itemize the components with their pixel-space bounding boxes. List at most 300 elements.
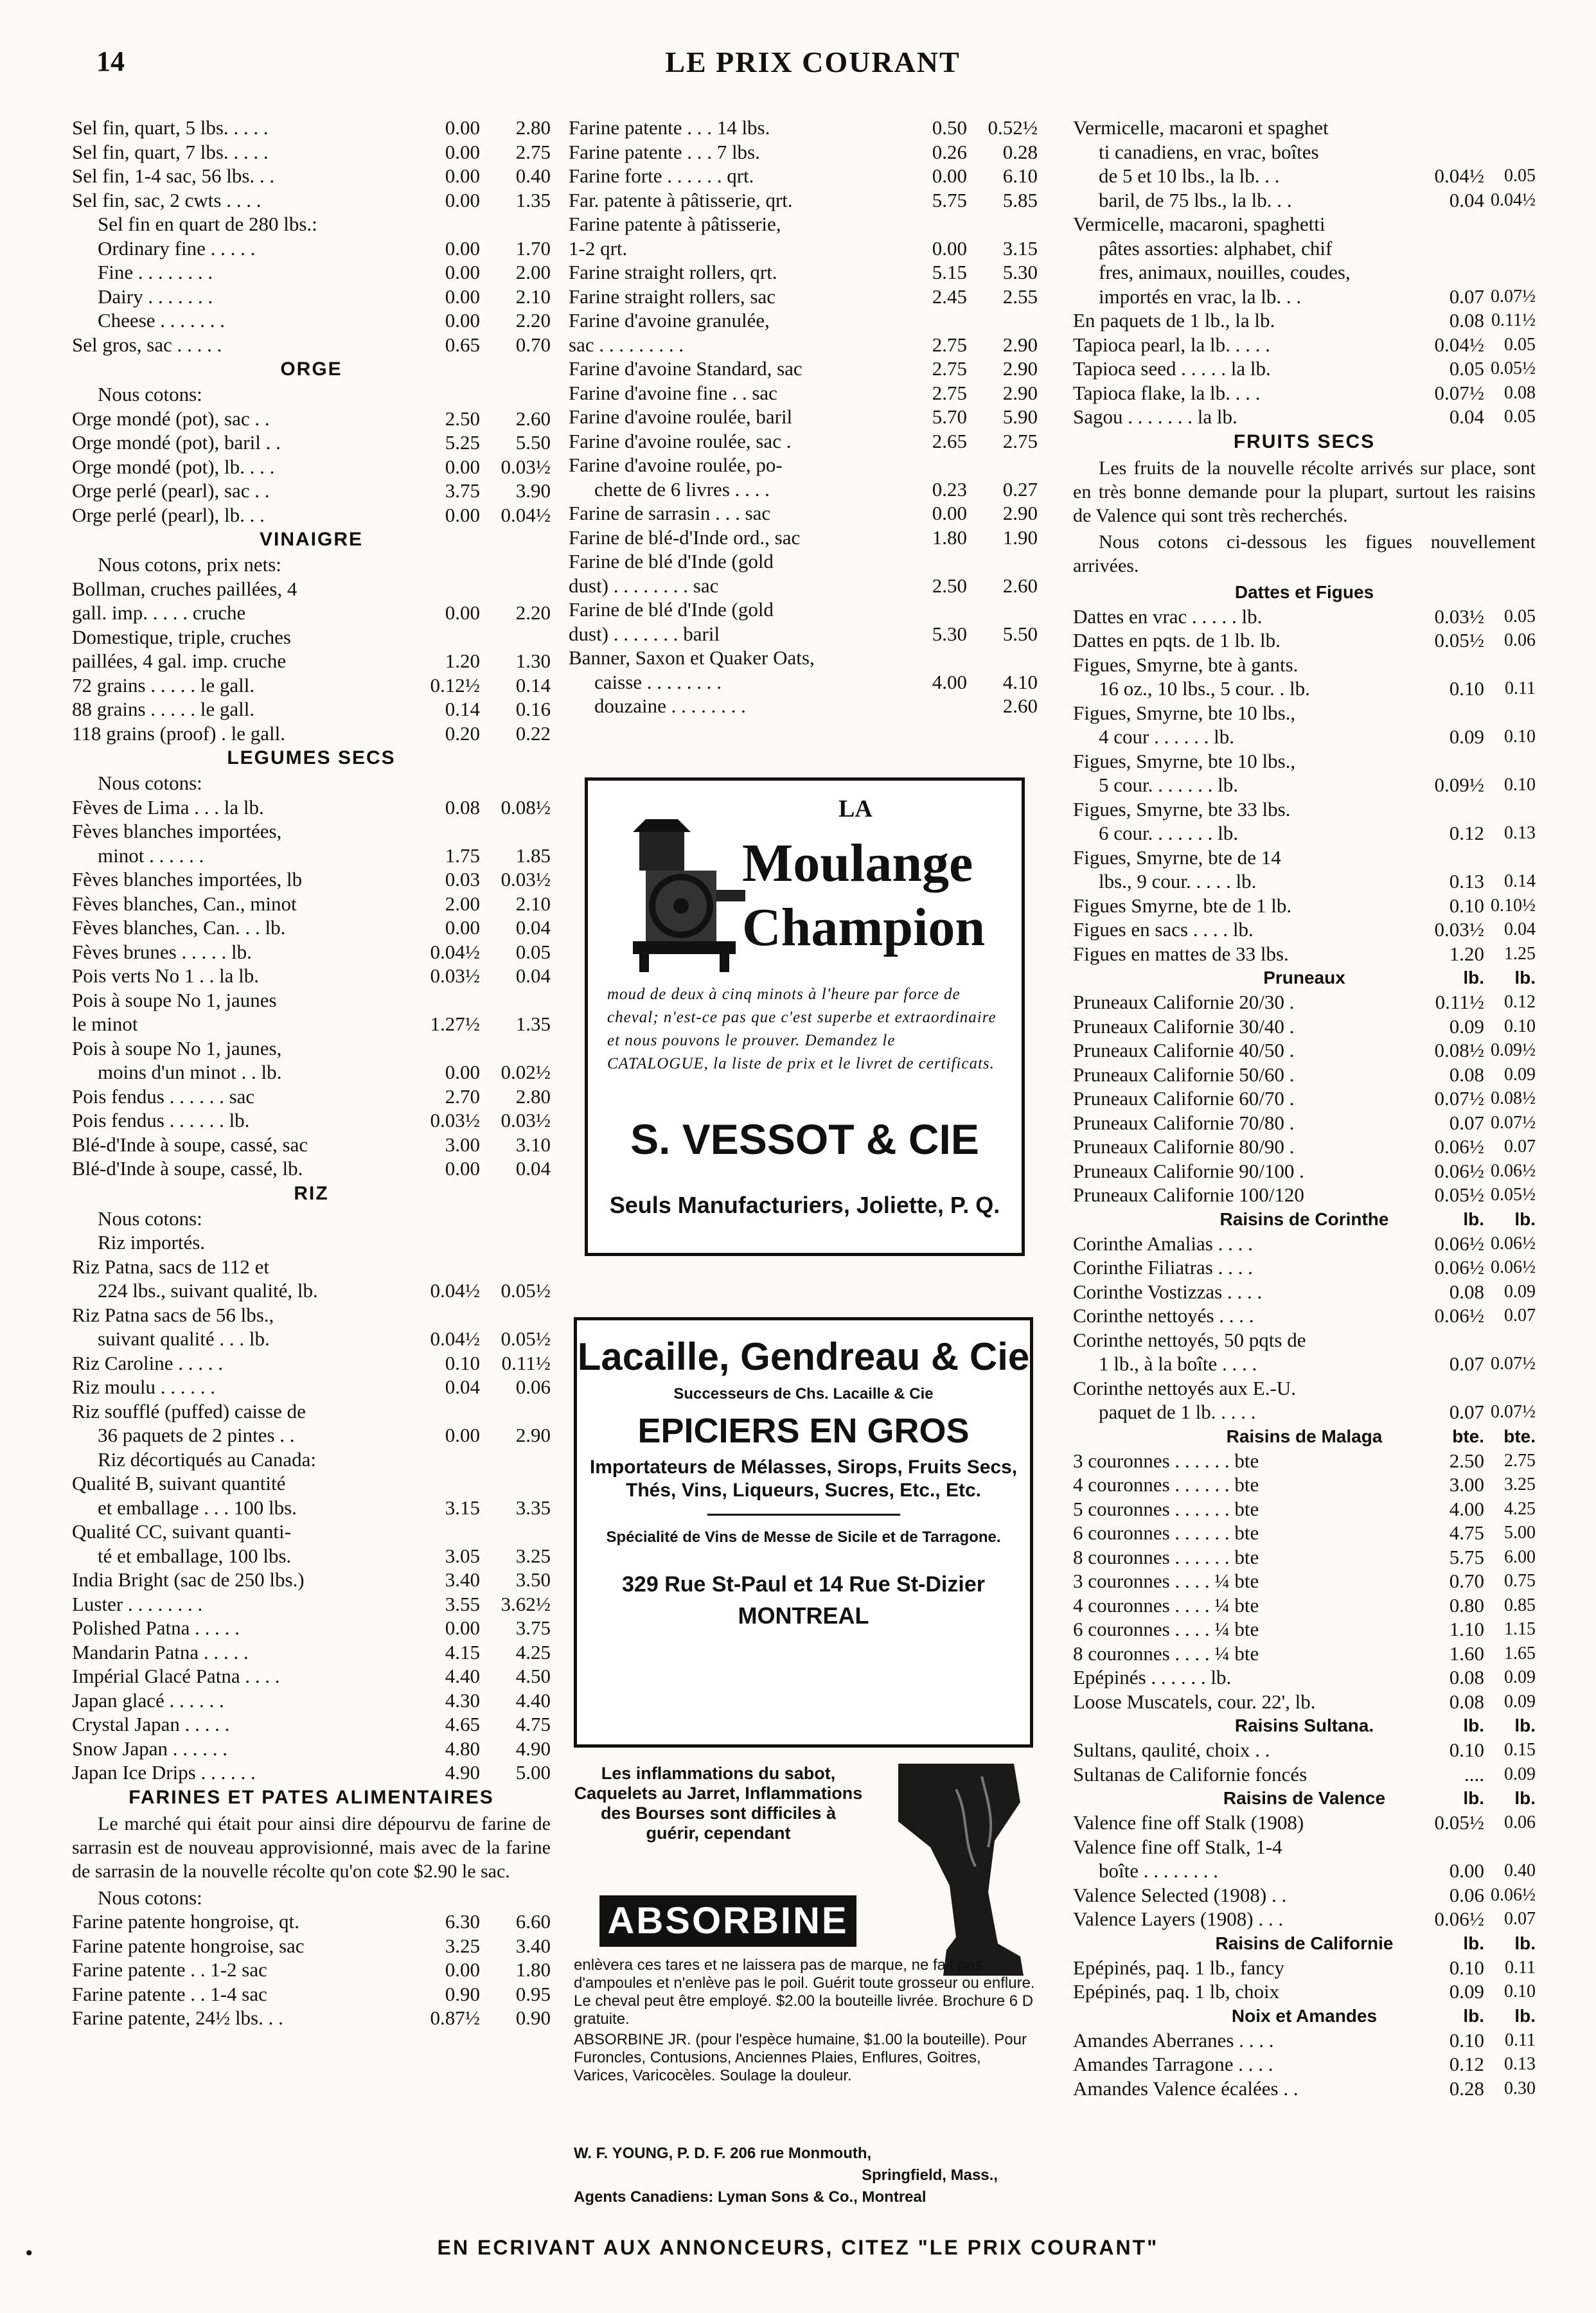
section-note: Riz décortiqués au Canada: [98,1448,317,1471]
price-low: 1.75 [445,844,480,867]
item-name: Qualité CC, suivant quanti- [72,1520,291,1543]
price-row [1073,1642,1536,1666]
price-row [72,1399,551,1424]
price-row [569,260,1038,285]
item-name: Valence fine off Stalk, 1-4 [1073,1835,1282,1858]
price-low: 2.75 [932,357,967,380]
price-high: 0.05½ [1491,359,1536,378]
item-name: Far. patente à pâtisserie, qrt. [569,188,793,211]
item-name: Riz Patna, sacs de 112 et [72,1255,270,1278]
item-name: boîte . . . . . . . . [1099,1859,1218,1882]
price-low: 0.10 [1449,2028,1484,2052]
price-high: 0.05½ [501,1279,551,1302]
item-name: Dattes en vrac . . . . . lb. [1073,605,1263,628]
price-row [569,453,1038,477]
price-low: 5.25 [445,431,480,454]
unit-low: bte. [1452,1426,1484,1446]
item-name: Corinthe Vostizzas . . . . [1073,1280,1263,1303]
price-row [72,1544,551,1568]
price-high: 0.04 [515,916,551,939]
item-name: India Bright (sac de 250 lbs.) [72,1568,305,1591]
price-high: 2.90 [515,1424,551,1446]
item-name: paquet de 1 lb. . . . . [1099,1401,1256,1423]
ad-absorbine-vendor-1: W. F. YOUNG, P. D. F. 206 rue Monmouth, [574,2145,872,2162]
horse-leg-illustration [860,1764,1036,1976]
price-high: 2.60 [1002,695,1038,717]
price-high: 5.30 [1002,261,1038,283]
price-row [72,1568,551,1592]
price-row [1073,285,1536,309]
item-name: sac . . . . . . . . . [569,333,684,356]
price-low: 0.12 [1449,822,1484,844]
price-low: 0.00 [445,601,480,624]
price-high: 5.85 [1002,188,1038,211]
price-low: 2.50 [1449,1449,1484,1472]
price-high: 1.35 [515,1013,551,1035]
grain-mill-illustration [620,819,749,973]
price-low: 0.08 [1449,309,1484,332]
price-high: 0.04 [1504,919,1536,939]
price-high: 0.09½ [1491,1040,1536,1060]
price-high: 0.06½ [1491,1233,1536,1254]
item-name: Farine patente . . . 14 lbs. [569,116,770,139]
item-name: de 5 et 10 lbs., la lb. . . [1099,164,1280,187]
section-heading: RIZ [294,1182,329,1204]
price-row [72,479,551,503]
price-low: 1.80 [932,526,967,549]
price-row [1073,1232,1536,1256]
price-row [569,381,1038,405]
item-name: Farine straight rollers, sac [569,285,776,308]
item-name: Epépinés . . . . . . lb. [1073,1666,1232,1688]
price-low: 0.00 [932,236,967,260]
price-row [72,1640,551,1665]
price-high: 0.11½ [501,1351,551,1374]
price-low: 0.00 [932,502,967,524]
item-name: Vermicelle, macaroni, spaghetti [1073,213,1326,235]
price-row [72,1712,551,1737]
price-row [569,598,1038,622]
price-high: 3.35 [515,1496,551,1519]
price-low: 0.00 [445,164,480,187]
item-name: minot . . . . . . [98,844,204,867]
item-name: Farine d'avoine granulée, [569,309,770,332]
price-high: 2.90 [1002,357,1038,380]
price-row [72,1279,551,1303]
price-high: 3.25 [1504,1475,1536,1494]
item-name: Orge mondé (pot), lb. . . . [72,455,275,478]
item-name: chette de 6 livres . . . . [594,477,770,501]
ad-moulange-name-2: Champion [742,898,986,957]
section-heading: VINAIGRE [259,529,364,550]
price-row [72,697,551,722]
price-high: 0.14 [515,673,551,696]
subsection-title: Raisins de Californie [1215,1933,1394,1953]
item-name: Farine patente hongroise, qt. [72,1910,299,1933]
item-name: Farine patente . . 1-4 sac [72,1982,267,2005]
price-high: 4.75 [515,1713,551,1735]
price-row [72,1303,551,1327]
item-name: 5 cour. . . . . . . lb. [1099,774,1238,796]
item-name: Orge mondé (pot), sac . . [72,407,270,430]
price-high: 0.10½ [1491,895,1536,916]
price-row [72,601,551,625]
item-name: et emballage . . . 100 lbs. [98,1496,297,1519]
price-high: 0.06 [515,1376,551,1398]
price-row [1073,1183,1536,1207]
price-low: 4.65 [445,1713,480,1735]
item-name: paillées, 4 gal. imp. cruche [72,650,287,672]
ad-moulange-tagline: Seuls Manufacturiers, Joliette, P. Q. [609,1192,1000,1218]
price-low: 0.00 [445,1424,480,1446]
price-high: 2.90 [1002,502,1038,524]
price-row [569,164,1038,188]
price-high: 0.27 [1002,477,1038,501]
price-high: 2.75 [1002,429,1038,452]
price-row [1073,1569,1536,1593]
price-low: 0.00 [445,1157,480,1180]
price-low: 0.10 [1449,677,1484,700]
price-high: 1.85 [515,844,551,867]
price-low: 0.00 [445,1617,480,1639]
item-name: dust) . . . . . . . . sac [569,574,719,597]
ad-absorbine-vendor-2: Springfield, Mass., [861,2167,998,2184]
price-high: 2.55 [1002,285,1038,308]
price-high: 0.05 [515,940,551,963]
price-low: 0.04 [1449,188,1484,211]
price-low: 0.07½ [1434,381,1484,404]
price-low: 0.07 [1449,1352,1484,1375]
item-name: moins d'un minot . . lb. [98,1061,282,1083]
item-name: Sel gros, sac . . . . . [72,333,222,356]
ad-lacaille-successors: Successeurs de Chs. Lacaille & Cie [673,1385,934,1403]
price-row [569,405,1038,429]
item-name: Valence Selected (1908) . . [1073,1883,1287,1906]
section-note: Nous cotons: [98,383,202,405]
price-high: 3.50 [515,1568,551,1591]
price-row [72,1085,551,1109]
price-low: 0.05 [1449,357,1484,380]
price-low: 5.15 [932,261,967,283]
item-name: Crystal Japan . . . . . [72,1713,230,1735]
item-name: Farine patente hongroise, sac [72,1934,305,1957]
price-high: 0.13 [1504,823,1536,843]
item-name: Figues, Smyrne, bte de 14 [1073,846,1281,869]
page-header [96,45,1529,90]
price-low: 3.00 [1449,1473,1484,1496]
price-row [1073,605,1536,629]
price-low: 0.00 [445,503,480,526]
price-low: 0.09½ [1434,774,1484,796]
price-row [1073,1690,1536,1714]
price-low: 0.23 [932,477,967,501]
unit-low: lb. [1463,1788,1484,1808]
price-row [1073,1665,1536,1690]
price-low: 4.00 [1449,1497,1484,1520]
price-low: 0.06 [1449,1883,1484,1906]
price-high: 0.15 [1504,1740,1536,1760]
price-low: 0.03½ [430,964,480,987]
price-high: 0.70 [515,333,551,356]
price-row [569,526,1038,550]
unit-high: bte. [1503,1426,1536,1446]
section-note: Nous cotons: [98,772,202,794]
price-low: 4.15 [445,1640,480,1663]
price-row [1073,773,1536,797]
page-footer: EN ECRIVANT AUX ANNONCEURS, CITEZ "LE PRIX COURANT" [437,2236,1159,2259]
price-high: 4.25 [1504,1498,1536,1519]
price-low: 0.00 [445,261,480,283]
price-low: 0.80 [1449,1593,1484,1617]
price-low: 3.00 [445,1133,480,1156]
price-row [569,549,1038,574]
price-low: 5.75 [1449,1545,1484,1568]
unit-low: lb. [1463,2005,1484,2026]
price-row [72,164,551,188]
price-high: 0.08 [1504,382,1536,403]
item-name: Fèves brunes . . . . . lb. [72,940,252,963]
ad-absorbine-brand: ABSORBINE [599,1895,856,1947]
ad-lacaille-name: Lacaille, Gendreau & Cie [577,1335,1030,1378]
item-name: baril, de 75 lbs., la lb. . . [1099,188,1292,211]
item-name: 224 lbs., suivant qualité, lb. [98,1279,318,1302]
price-low: 1.20 [445,650,480,672]
price-low: 4.30 [445,1688,480,1712]
price-low: 0.10 [1449,894,1484,917]
price-row [72,625,551,650]
item-name: Figues, Smyrne, bte 33 lbs. [1073,797,1291,820]
item-name: Pois verts No 1 . . la lb. [72,964,260,987]
price-row [72,1327,551,1351]
price-row [72,1036,551,1061]
price-row [1073,1038,1536,1063]
item-name: Epépinés, paq. 1 lb., fancy [1073,1956,1284,1979]
item-name: Pruneaux Californie 80/90 . [1073,1135,1295,1158]
item-name: Farine de blé d'Inde (gold [569,550,774,572]
price-low: 0.11½ [1435,991,1484,1013]
price-high: 0.10 [1504,1016,1536,1036]
item-name: Pruneaux Californie 60/70 . [1073,1087,1295,1110]
price-low: 5.30 [932,622,967,645]
price-high: 0.28 [1002,140,1038,163]
price-low: 2.75 [932,333,967,356]
ad-lacaille-products: Importateurs de Mélasses, Sirops, Fruits Secs, Thés, Vins, Liqueurs, Sucres, Etc., Etc. [589,1457,1018,1501]
price-high: 0.12 [1504,992,1536,1012]
price-low: 3.15 [445,1496,480,1519]
unit-low: lb. [1463,1715,1484,1735]
price-low: 4.75 [1449,1521,1484,1544]
price-row [569,308,1038,333]
price-high: 2.75 [515,140,551,163]
section-heading: ORGE [280,359,342,380]
price-high: 0.40 [515,164,551,187]
market-commentary: Nous cotons ci-dessous les figues nouvellement arrivées. [1073,531,1536,576]
price-row [569,285,1038,309]
item-name: 1 lb., à la boîte . . . . [1099,1352,1257,1375]
price-row [1073,701,1536,725]
price-low: 0.05½ [1434,1811,1484,1834]
price-low: 2.50 [932,574,967,597]
price-low: 2.45 [932,285,967,308]
item-name: Farine forte . . . . . . qrt. [569,164,754,187]
price-high: 1.70 [515,236,551,260]
price-high: 1.30 [515,650,551,672]
price-high: 4.50 [515,1665,551,1687]
subsection-title: Raisins de Valence [1223,1788,1386,1808]
price-row [1073,1835,1536,1859]
price-row [1073,212,1536,236]
price-row [72,116,551,140]
price-high: 3.25 [515,1544,551,1567]
price-column-left [72,116,551,2030]
price-row [1073,990,1536,1015]
price-row [72,722,551,746]
ad-absorbine-text-1: enlèvera ces tares et ne laissera pas de marque, ne fait pas d'ampoules et n'enlève pas le poil. Guérit toute grosseur ou enflure. Le cheval peut être employé. $2.00 la bouteille livrée. Brochure 6 D gratuite. [574,1956,1035,2028]
price-row [1073,1811,1536,1835]
price-row [569,140,1038,164]
price-high: 1.25 [1504,943,1536,964]
price-row [569,236,1038,261]
price-high: 3.10 [515,1133,551,1156]
price-high: 2.90 [1002,381,1038,404]
price-row [1073,1352,1536,1376]
price-high: 0.09 [1504,1281,1536,1302]
price-high: 3.90 [515,479,551,502]
price-low: 0.20 [445,722,480,745]
price-high: 0.08½ [1491,1088,1536,1108]
item-name: Pruneaux Californie 50/60 . [1073,1063,1295,1086]
price-row [1073,333,1536,357]
price-low: .... [1464,1762,1484,1786]
price-high: 0.09 [1504,1064,1536,1085]
price-row [72,795,551,820]
price-row [1073,381,1536,405]
price-high: 0.85 [1504,1595,1536,1615]
price-row [72,673,551,698]
price-low: 0.00 [1449,1859,1484,1882]
price-high: 3.62½ [501,1592,551,1615]
item-name: douzaine . . . . . . . . [594,695,746,717]
ad-lacaille-city: MONTREAL [738,1602,869,1629]
unit-high: lb. [1514,1933,1536,1953]
price-column-right [1073,116,1536,2100]
price-low: 0.07 [1449,285,1484,308]
price-low: 0.04½ [430,940,480,963]
subsection-heading [1073,1424,1536,1449]
price-high: 1.65 [1504,1643,1536,1663]
ad-absorbine-vendor [574,2143,1036,2208]
price-low: 0.06½ [1434,1135,1484,1158]
price-high: 0.30 [1504,2078,1536,2098]
item-name: Amandes Aberranes . . . . [1073,2028,1274,2052]
price-high: 5.90 [1002,405,1038,428]
price-row [1073,1400,1536,1424]
price-high: 6.60 [515,1910,551,1933]
price-row [72,867,551,892]
ad-lacaille-address: 329 Rue St-Paul et 14 Rue St-Dizier [622,1572,985,1597]
price-row [72,455,551,479]
price-high: 0.07½ [1491,1402,1536,1422]
item-name: caisse . . . . . . . . [594,670,722,693]
item-name: Farine de blé d'Inde (gold [569,598,774,621]
price-high: 0.10 [1504,1981,1536,2001]
price-high: 0.05½ [501,1327,551,1350]
price-row [569,622,1038,646]
price-row [72,1255,551,1279]
item-name: dust) . . . . . . . baril [569,622,720,645]
price-row [1073,1473,1536,1497]
price-high: 0.09 [1504,1667,1536,1687]
price-high: 0.02½ [501,1061,551,1083]
item-name: Dairy . . . . . . . [98,285,213,308]
item-name: 4 cour . . . . . . lb. [1099,725,1234,748]
item-name: Farine patente à pâtisserie, [569,213,781,235]
item-name: Corinthe nettoyés, 50 pqts de [1073,1328,1306,1351]
item-name: Loose Muscatels, cour. 22', lb. [1073,1690,1316,1713]
price-high: 0.05 [1504,407,1536,427]
item-name: Bollman, cruches paillées, 4 [72,577,297,600]
price-row [1073,1545,1536,1570]
price-row [1073,2028,1536,2053]
price-row [72,503,551,527]
price-row [1073,1859,1536,1883]
item-name: Blé-d'Inde à soupe, cassé, lb. [72,1157,303,1180]
item-name: importés en vrac, la lb. . . [1099,285,1302,308]
item-name: Japan Ice Drips . . . . . . [72,1761,256,1784]
price-high: 5.00 [1504,1523,1536,1543]
price-row [1073,2077,1536,2101]
price-row [72,285,551,309]
item-name: Riz moulu . . . . . . [72,1376,216,1398]
price-row [72,1592,551,1617]
item-name: Sel fin, quart, 5 lbs. . . . . [72,116,269,139]
item-name: Fèves blanches, Can., minot [72,892,297,915]
item-name: Corinthe Filiatras . . . . [1073,1256,1253,1279]
item-name: Riz Caroline . . . . . [72,1351,224,1374]
price-high: 0.95 [515,1982,551,2005]
item-name: Fèves de Lima . . . la lb. [72,795,264,819]
subsection-title: Noix et Amandes [1231,2005,1378,2026]
item-name: Pois à soupe No 1, jaunes [72,988,277,1011]
item-name: Tapioca pearl, la lb. . . . . [1073,333,1270,356]
item-name: Figues, Smyrne, bte à gants. [1073,653,1299,676]
price-low: 0.00 [445,188,480,211]
price-high: 1.90 [1002,526,1038,549]
price-row [1073,1111,1536,1135]
item-name: Farine patente . . . 7 lbs. [569,140,760,163]
price-low: 0.70 [1449,1570,1484,1592]
page-title: LE PRIX COURANT [665,46,961,78]
price-low: 3.05 [445,1544,480,1567]
price-row [72,1375,551,1399]
item-name: Riz Patna sacs de 56 lbs., [72,1303,274,1326]
price-low: 0.50 [932,116,967,139]
footer-bullet: • [26,2242,33,2264]
price-high: 0.04 [515,1157,551,1180]
price-low: 0.08 [445,795,480,819]
price-low: 0.65 [445,333,480,356]
price-row [569,212,1038,236]
price-row [72,1423,551,1448]
price-high: 0.03½ [501,1109,551,1131]
price-row [1073,628,1536,653]
price-low: 0.04½ [430,1327,480,1350]
price-row [72,308,551,333]
price-row [569,501,1038,526]
price-high: 0.06½ [1491,1884,1536,1905]
subsection-title: Raisins de Malaga [1226,1426,1383,1446]
ad-moulange-champion [585,777,1025,1256]
